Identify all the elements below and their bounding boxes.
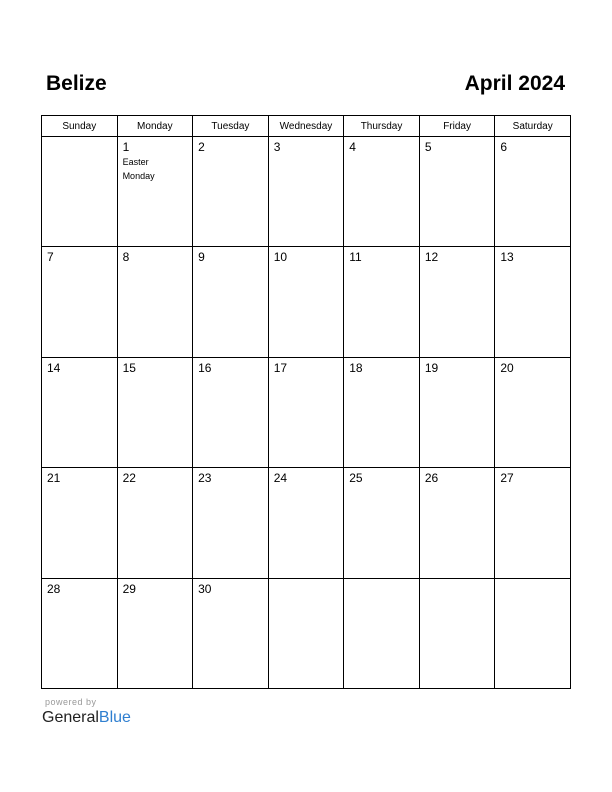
holiday-label — [420, 582, 495, 583]
day-number: 19 — [424, 360, 439, 375]
day-cell — [495, 578, 571, 688]
day-cell — [193, 578, 269, 688]
day-cell — [419, 137, 495, 247]
day-cell — [42, 247, 118, 357]
holiday-label — [269, 264, 344, 265]
holiday-label — [193, 154, 268, 155]
day-cell — [117, 247, 193, 357]
holiday-label — [193, 596, 268, 597]
month-calendar — [41, 115, 571, 689]
week-row — [42, 468, 571, 578]
holiday-label — [193, 264, 268, 265]
day-number: 15 — [122, 360, 136, 375]
holiday-label — [344, 485, 419, 486]
day-number: 23 — [198, 471, 212, 486]
day-number: 28 — [47, 581, 61, 596]
footer — [42, 696, 131, 728]
day-number: 22 — [122, 471, 136, 486]
day-number: 20 — [500, 360, 514, 375]
holiday-label — [193, 375, 268, 376]
weekday-wednesday: Wednesday — [268, 116, 344, 137]
day-cell — [419, 357, 495, 467]
holiday-label — [495, 264, 570, 265]
day-number: 4 — [349, 140, 356, 154]
day-number: 11 — [349, 250, 362, 265]
day-cell — [419, 578, 495, 688]
day-cell — [42, 137, 118, 247]
weekday-tuesday: Tuesday — [193, 116, 269, 137]
holiday-label — [269, 154, 344, 155]
holiday-label — [344, 264, 419, 265]
day-cell — [268, 357, 344, 467]
holiday-label — [495, 154, 570, 155]
day-cell — [193, 357, 269, 467]
holiday-label: Easter Monday — [122, 157, 155, 181]
day-number: 10 — [273, 250, 288, 265]
day-cell — [193, 468, 269, 578]
day-number: 21 — [47, 471, 61, 486]
day-cell — [344, 468, 420, 578]
holiday-label — [269, 582, 344, 583]
weekday-sunday: Sunday — [42, 116, 118, 137]
day-number: 12 — [424, 250, 439, 265]
day-cell — [344, 578, 420, 688]
holiday-label — [420, 264, 495, 265]
day-number: 26 — [424, 471, 439, 486]
holiday-label — [118, 485, 193, 486]
day-number: 2 — [198, 140, 205, 154]
holiday-label — [42, 140, 117, 141]
day-number: 14 — [47, 360, 61, 375]
holiday-label — [344, 375, 419, 376]
day-cell — [419, 468, 495, 578]
day-cell — [42, 357, 118, 467]
country-title: Belize — [46, 72, 107, 95]
week-row — [42, 578, 571, 688]
holiday-label — [42, 375, 117, 376]
day-number: 30 — [198, 581, 212, 596]
month-year-title: April 2024 — [464, 72, 565, 95]
holiday-label — [193, 485, 268, 486]
powered-by-text: powered by — [45, 697, 97, 707]
day-number: 6 — [500, 140, 508, 154]
week-row — [42, 357, 571, 467]
day-cell — [117, 468, 193, 578]
holiday-label — [42, 596, 117, 597]
holiday-label — [118, 375, 193, 376]
day-cell — [419, 247, 495, 357]
day-number: 16 — [198, 360, 212, 375]
day-cell — [117, 357, 193, 467]
holiday-label — [420, 485, 495, 486]
holiday-label — [42, 485, 117, 486]
day-number: 13 — [500, 250, 514, 265]
day-cell — [117, 578, 193, 688]
day-cell — [268, 468, 344, 578]
day-number: 24 — [273, 471, 288, 486]
day-cell — [42, 468, 118, 578]
weekday-monday: Monday — [117, 116, 193, 137]
week-row — [42, 247, 571, 357]
holiday-label — [495, 582, 570, 583]
day-cell — [268, 137, 344, 247]
day-cell — [268, 578, 344, 688]
holiday-label — [495, 485, 570, 486]
holiday-label — [118, 264, 193, 265]
day-cell — [495, 357, 571, 467]
generalblue-logo — [42, 708, 131, 728]
day-number: 7 — [47, 250, 54, 265]
day-cell — [344, 137, 420, 247]
weekday-header-row — [42, 116, 571, 137]
day-number: 27 — [500, 471, 514, 486]
day-cell — [117, 137, 193, 247]
day-cell — [344, 357, 420, 467]
holiday-label — [269, 485, 344, 486]
holiday-label — [344, 582, 419, 583]
holiday-label — [118, 596, 193, 597]
day-number: 8 — [122, 250, 130, 265]
day-number: 25 — [349, 471, 363, 486]
brand-blue-text: Blue — [98, 709, 131, 726]
day-number: 5 — [424, 140, 432, 154]
day-cell — [193, 137, 269, 247]
day-cell — [495, 468, 571, 578]
day-cell — [495, 137, 571, 247]
day-cell — [344, 247, 420, 357]
holiday-label — [344, 154, 419, 155]
day-cell — [42, 578, 118, 688]
calendar-body — [42, 137, 571, 689]
holiday-label — [495, 375, 570, 376]
holiday-label — [420, 375, 495, 376]
weekday-saturday: Saturday — [495, 116, 571, 137]
weekday-thursday: Thursday — [344, 116, 420, 137]
day-cell — [268, 247, 344, 357]
day-cell — [495, 247, 571, 357]
day-number: 3 — [273, 140, 281, 154]
day-number: 29 — [122, 581, 136, 596]
weekday-friday: Friday — [419, 116, 495, 137]
week-row — [42, 137, 571, 247]
day-number: 18 — [349, 360, 363, 375]
holiday-label — [42, 264, 117, 265]
holiday-label — [420, 154, 495, 155]
day-number: 17 — [273, 360, 288, 375]
brand-general-text: General — [42, 709, 99, 726]
holiday-label — [269, 375, 344, 376]
day-cell — [193, 247, 269, 357]
calendar-header — [42, 70, 565, 100]
day-number: 1 — [122, 140, 130, 154]
day-number: 9 — [198, 250, 205, 265]
